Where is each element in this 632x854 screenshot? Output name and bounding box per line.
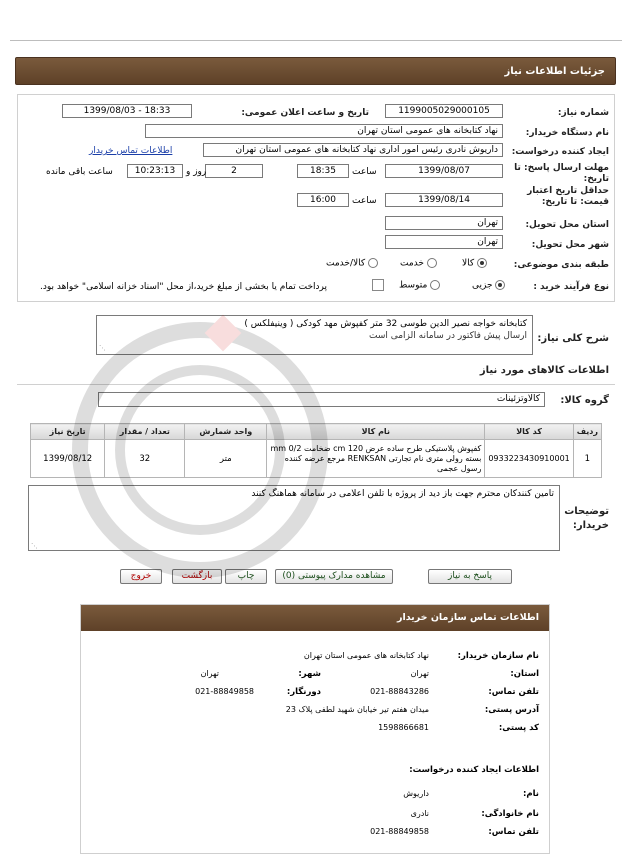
buyer-org-label: نام دستگاه خریدار: <box>525 128 609 138</box>
days-label: روز و <box>186 167 207 177</box>
creator-family-label: نام خانوادگی: <box>481 809 539 819</box>
creator-name-label: نام: <box>522 789 539 799</box>
contact-phone-label: تلفن تماس: <box>488 687 539 697</box>
category-option-goods[interactable]: کالا <box>462 258 487 269</box>
price-validity-date[interactable]: 1399/08/14 <box>385 193 503 207</box>
contact-org-value: نهاد کتابخانه های عمومی استان تهران <box>303 651 429 660</box>
radio-service[interactable] <box>427 258 437 268</box>
city-field[interactable]: تهران <box>385 235 503 249</box>
contact-header <box>81 605 549 631</box>
category-option-service[interactable]: خدمت <box>400 258 437 269</box>
buyer-notes-box[interactable] <box>28 485 560 551</box>
city-label: شهر محل تحویل: <box>531 240 609 250</box>
cell-qty: 32 <box>105 440 185 478</box>
cell-date: 1399/08/12 <box>31 440 105 478</box>
contact-org-label: نام سازمان خریدار: <box>457 651 539 661</box>
details-title: جزئیات اطلاعات نیاز <box>504 66 605 77</box>
reply-deadline-date[interactable]: 1399/08/07 <box>385 164 503 178</box>
cell-name: کفپوش پلاستیکی طرح ساده عرض 120 cm ضخامت 0/2 mm بسته رولی متری نام تجارتی RENKSAN مرجع عرضه کننده رسول عجمی <box>267 440 485 478</box>
col-name: نام کالا <box>267 424 485 440</box>
contact-title: اطلاعات تماس سازمان خریدار <box>396 612 539 623</box>
radio-minor[interactable] <box>495 280 505 290</box>
details-header <box>15 57 616 85</box>
cell-code: 0933223430910001 <box>485 440 573 478</box>
creator-phone-value: 021-88849858 <box>370 827 429 836</box>
radio-goods[interactable] <box>477 258 487 268</box>
table-row[interactable] <box>31 440 602 478</box>
goods-section-divider <box>17 384 615 385</box>
creator-phone-label: تلفن تماس: <box>488 827 539 837</box>
goods-section-title: اطلاعات کالاهای مورد نیاز <box>479 365 609 376</box>
need-number-label: شماره نیاز: <box>557 108 609 118</box>
description-line-2: ارسال پیش فاکتور در سامانه الزامی است <box>368 331 527 341</box>
remaining-time-field: 10:23:13 <box>127 164 183 178</box>
purchase-option-minor[interactable]: جزیی <box>472 280 505 291</box>
days-field[interactable]: 2 <box>205 164 263 178</box>
contact-phone-value: 021-88843286 <box>370 687 429 696</box>
treasury-note: پرداخت تمام یا بخشی از مبلغ خرید،از محل "اسناد خزانه اسلامی" خواهد بود. <box>40 282 328 292</box>
creator-field[interactable]: داریوش نادری رئیس امور اداری نهاد کتابخانه های عمومی استان تهران <box>203 143 503 157</box>
buyer-notes-text: تامین کنندکان محترم جهت باز دید از پروژه با تلفن اعلامی در سامانه هماهنگ کنند <box>251 489 554 499</box>
cell-index: 1 <box>573 440 601 478</box>
price-validity-label: حداقل تاریخ اعتبار قیمت: تا تاریخ: <box>527 186 609 207</box>
description-line-1: کتابخانه خواجه نصیر الدین طوسی 32 متر کفپوش مهد کودکی ( وینیفلکس ) <box>244 319 527 329</box>
creator-family-value: نادری <box>410 809 429 818</box>
reply-deadline-time[interactable]: 18:35 <box>297 164 349 178</box>
need-number-field[interactable]: 1199005029000105 <box>385 104 503 118</box>
reply-time-label: ساعت <box>352 167 377 177</box>
creator-label: ایجاد کننده درخواست: <box>511 147 609 157</box>
contact-postal-label: کد پستی: <box>498 723 539 733</box>
contact-city-label: شهر: <box>298 669 321 679</box>
description-label: شرح کلی نیاز: <box>537 333 609 344</box>
reply-button[interactable]: پاسخ به نیاز <box>428 569 512 584</box>
purchase-option-medium[interactable]: متوسط <box>399 280 440 291</box>
col-code: کد کالا <box>485 424 573 440</box>
province-field[interactable]: تهران <box>385 216 503 230</box>
announce-datetime-label: تاریخ و ساعت اعلان عمومی: <box>241 108 369 118</box>
contact-address-value: میدان هفتم تیر خیابان شهید لطفی پلاک 23 <box>285 705 429 714</box>
attachments-button[interactable]: مشاهده مدارک پیوستی (0) <box>275 569 393 584</box>
province-label: استان محل تحویل: <box>525 220 609 230</box>
price-time-label: ساعت <box>352 196 377 206</box>
category-label: طبقه بندی موضوعی: <box>513 260 609 270</box>
col-unit: واحد شمارش <box>185 424 267 440</box>
purchase-type-label: نوع فرآیند خرید : <box>533 282 609 292</box>
description-box[interactable] <box>96 315 533 355</box>
goods-table <box>30 423 602 478</box>
category-option-both[interactable]: کالا/خدمت <box>326 258 378 269</box>
treasury-checkbox[interactable] <box>372 279 384 291</box>
back-button[interactable]: بازگشت <box>172 569 222 584</box>
contact-fax-label: دورنگار: <box>286 687 321 697</box>
creator-name-value: داریوش <box>403 789 429 798</box>
col-qty: تعداد / مقدار <box>105 424 185 440</box>
goods-group-field[interactable]: کالاوتزئینات <box>98 392 545 407</box>
resize-handle-icon[interactable]: ⋰ <box>31 542 38 550</box>
buyer-contact-link[interactable]: اطلاعات تماس خریدار <box>89 146 173 156</box>
col-index: ردیف <box>573 424 601 440</box>
buyer-org-field[interactable]: نهاد کتابخانه های عمومی استان تهران <box>145 124 503 138</box>
exit-button[interactable]: خروج <box>120 569 162 584</box>
resize-handle-icon[interactable]: ⋰ <box>99 344 106 352</box>
col-date: تاریخ نیاز <box>31 424 105 440</box>
radio-medium[interactable] <box>430 280 440 290</box>
contact-province-value: تهران <box>410 669 429 678</box>
cell-unit: متر <box>185 440 267 478</box>
creator-info-title: اطلاعات ایجاد کننده درخواست: <box>409 765 539 775</box>
contact-fax-value: 021-88849858 <box>195 687 254 696</box>
goods-group-label: گروه کالا: <box>560 395 609 406</box>
buyer-notes-label: توضیحات خریدار: <box>564 506 609 531</box>
contact-panel <box>80 604 550 854</box>
top-divider <box>10 40 622 41</box>
announce-datetime-field[interactable]: 1399/08/03 - 18:33 <box>62 104 192 118</box>
contact-postal-value: 1598866681 <box>378 723 429 732</box>
print-button[interactable]: چاپ <box>225 569 267 584</box>
contact-city-value: تهران <box>200 669 219 678</box>
contact-address-label: آدرس پستی: <box>484 705 539 715</box>
reply-deadline-label: مهلت ارسال پاسخ: تا تاریخ: <box>514 163 609 184</box>
contact-province-label: استان: <box>510 669 539 679</box>
remaining-label: ساعت باقی مانده <box>46 167 113 177</box>
radio-goods-service[interactable] <box>368 258 378 268</box>
price-validity-time[interactable]: 16:00 <box>297 193 349 207</box>
